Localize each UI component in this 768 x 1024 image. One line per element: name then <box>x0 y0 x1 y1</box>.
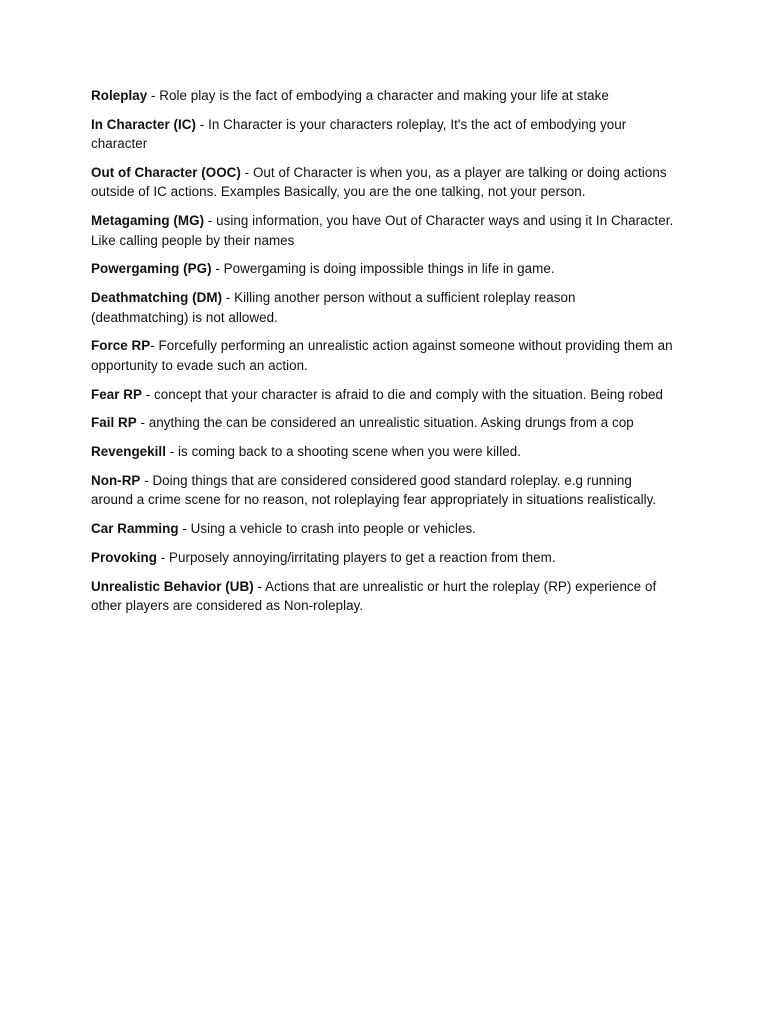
term-label: Deathmatching (DM) <box>91 290 223 306</box>
definition-deathmatching <box>91 288 675 327</box>
term-label: Fail RP <box>91 415 137 431</box>
definition-text: - anything the can be considered an unrealistic situation. Asking drungs from a cop <box>136 415 634 431</box>
definition-in-character <box>91 115 675 154</box>
document-page <box>91 86 675 625</box>
definition-text: - is coming back to a shooting scene when you were killed. <box>165 444 521 460</box>
term-label: Fear RP <box>91 386 142 402</box>
definition-force-rp <box>91 336 675 375</box>
definition-provoking <box>91 548 675 567</box>
definition-text: - Powergaming is doing impossible things in life in game. <box>211 261 555 277</box>
definition-revengekill <box>91 442 675 461</box>
definition-text: - Using a vehicle to crash into people or vehicles. <box>178 521 476 537</box>
definition-text: - Killing another person without a sufficient roleplay reason (deathmatching) is not allowed. <box>91 290 576 325</box>
definition-text: - Doing things that are considered considered good standard roleplay. e.g running around a crime scene for no reason, not roleplaying fear appropriately in situations realistically. <box>91 473 657 508</box>
definition-text: - Role play is the fact of embodying a character and making your life at stake <box>147 88 609 103</box>
definition-text: - Purposely annoying/irritating players to get a reaction from them. <box>156 550 556 565</box>
definition-roleplay <box>91 86 675 105</box>
definition-text: - Forcefully performing an unrealistic action against someone without providing them an opportunity to evade such an action. <box>91 338 673 373</box>
term-label: Provoking <box>91 550 157 565</box>
definition-non-rp <box>91 471 675 510</box>
term-label: Unrealistic Behavior (UB) <box>91 578 254 594</box>
term-label: Out of Character (OOC) <box>91 165 241 180</box>
term-label: In Character (IC) <box>91 116 197 132</box>
term-label: Metagaming (MG) <box>91 213 205 229</box>
definition-fear-rp <box>91 385 675 404</box>
term-label: Revengekill <box>91 444 166 460</box>
definition-text: - using information, you have Out of Character ways and using it In Character. Like calling people by their names <box>91 213 674 248</box>
definition-powergaming <box>91 259 675 278</box>
definition-fail-rp <box>91 413 675 432</box>
definition-text: - Out of Character is when you, as a player are talking or doing actions outside of IC actions. Examples Basically, you are the one talking, not your person. <box>91 165 667 200</box>
definition-text: - Actions that are unrealistic or hurt the roleplay (RP) experience of other players are considered as Non-roleplay. <box>91 578 657 614</box>
definition-text: - concept that your character is afraid to die and comply with the situation. Being robed <box>141 386 664 402</box>
definition-unrealistic-behavior <box>91 577 675 616</box>
term-label: Car Ramming <box>91 521 179 537</box>
definition-metagaming <box>91 211 675 250</box>
definition-out-of-character <box>91 163 675 202</box>
definition-text: - In Character is your characters roleplay, It's the act of embodying your character <box>91 116 627 152</box>
term-label: Roleplay <box>91 88 148 103</box>
definition-car-ramming <box>91 519 675 538</box>
term-label: Non-RP <box>91 473 141 488</box>
term-label: Powergaming (PG) <box>91 261 212 277</box>
term-label: Force RP <box>91 338 151 354</box>
